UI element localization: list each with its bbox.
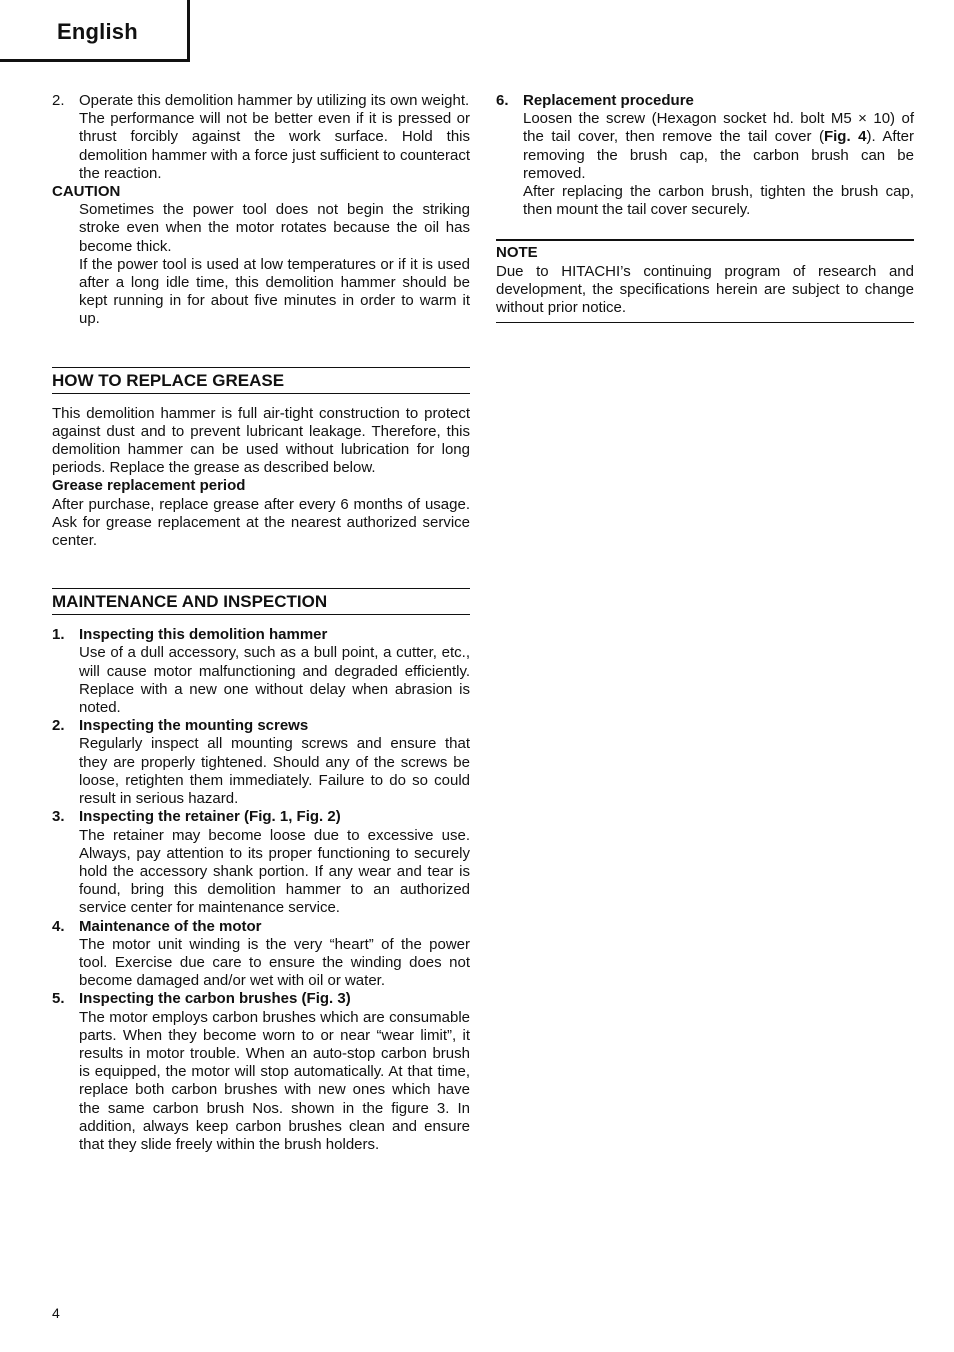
note-body: Due to HITACHI’s continuing program of research and development, the specifications herein are subject to change without prior notice. (496, 262, 914, 317)
maintenance-item-body: The motor employs carbon brushes which are consumable parts. When they become worn to or near “wear limit”, it results in motor trouble. When an auto-stop carbon brush is equipped, the motor will stop automatically. At that time, replace both carbon brushes with new ones which have the same carbon brush Nos. shown in the figure 3. In addition, always keep carbon brushes clean and ensure that they slide freely within the brush holders. (79, 1008, 470, 1153)
replacement-body-b: ). After removing the brush cap, the carbon brush can be removed. (523, 128, 914, 182)
maintenance-item-number: 4. (52, 917, 65, 935)
maintenance-item (52, 918, 470, 991)
maintenance-item-body: Use of a dull accessory, such as a bull point, a cutter, etc., will cause motor malfunctioning and degraded efficiently. Replace with a new one without delay when abrasion is noted. (79, 644, 470, 717)
replacement-body-a: Loosen the screw (Hexagon socket hd. bolt M5 × 10) of the tail cover, then remove the tail cover ( (523, 110, 914, 146)
replacement-item (496, 92, 914, 219)
maintenance-item (52, 717, 470, 808)
caution-title: CAUTION (52, 183, 121, 201)
maintenance-item-number: 3. (52, 808, 65, 826)
grease-section-title: HOW TO REPLACE GREASE (52, 367, 470, 394)
operate-text-1: Operate this demolition hammer by utilizing its own weight. (79, 92, 470, 109)
replacement-fig-ref: Fig. 4 (823, 128, 867, 146)
grease-section (52, 405, 470, 551)
maintenance-item-body: The retainer may become loose due to excessive use. Always, pay attention to its proper functioning to securely hold the accessory shank portion. If any wear and tear is found, bring this demolition hammer to an authorized service center for maintenance service. (79, 826, 470, 917)
replacement-body-2: After replacing the carbon brush, tighten the brush cap, then mount the tail cover securely. (523, 183, 914, 219)
maintenance-item-heading: Inspecting the retainer (Fig. 1, Fig. 2) (79, 808, 341, 826)
language-label: English (57, 19, 138, 44)
operate-number: 2. (52, 92, 65, 109)
maintenance-item-body: The motor unit winding is the very “heart” of the power tool. Exercise due care to ensure the winding does not become damaged and/or wet with oil or water. (79, 935, 470, 990)
maintenance-item-heading: Inspecting the mounting screws (79, 717, 309, 735)
maintenance-section-title: MAINTENANCE AND INSPECTION (52, 588, 470, 615)
caution-text-2: If the power tool is used at low temperatures or if it is used after a long idle time, this demolition hammer should be kept running in for about five minutes in order to warm it up. (79, 255, 470, 328)
maintenance-item-heading: Inspecting this demolition hammer (79, 626, 328, 644)
replacement-body (523, 110, 914, 183)
language-tab (0, 0, 190, 62)
maintenance-list (52, 626, 470, 1154)
grease-period-body: After purchase, replace grease after every 6 months of usage. Ask for grease replacement at the nearest authorized service center. (52, 495, 470, 550)
maintenance-item-number: 5. (52, 990, 65, 1008)
right-column (496, 92, 914, 323)
note-box (496, 239, 914, 323)
operate-item (52, 92, 470, 183)
maintenance-item (52, 990, 470, 1154)
grease-body: This demolition hammer is full air-tight construction to protect against dust and to prevent lubricant leakage. Therefore, this demolition hammer can be used without lubrication for long periods. Replace the grease as described below. (52, 404, 470, 477)
maintenance-item-body: Regularly inspect all mounting screws and ensure that they are properly tightened. Should any of the screws be loose, retighten them immediately. Failure to do so could result in serious hazard. (79, 735, 470, 808)
maintenance-item-number: 2. (52, 717, 65, 735)
grease-period-title: Grease replacement period (52, 477, 246, 495)
caution-body (52, 201, 470, 328)
left-column (52, 92, 470, 1154)
page-number: 4 (52, 1305, 60, 1321)
note-title: NOTE (496, 244, 538, 262)
operate-text-2: The performance will not be better even if it is pressed or thrust forcibly against the work surface. Hold this demolition hammer with a force just sufficient to counteract the reaction. (79, 110, 470, 182)
caution-text-1: Sometimes the power tool does not begin the striking stroke even when the motor rotates because the oil has become thick. (79, 201, 470, 255)
maintenance-item-number: 1. (52, 626, 65, 644)
maintenance-item-heading: Inspecting the carbon brushes (Fig. 3) (79, 990, 351, 1008)
maintenance-item (52, 626, 470, 717)
maintenance-item (52, 808, 470, 917)
replacement-heading: Replacement procedure (523, 92, 694, 109)
replacement-number: 6. (496, 92, 509, 109)
maintenance-item-heading: Maintenance of the motor (79, 917, 262, 935)
